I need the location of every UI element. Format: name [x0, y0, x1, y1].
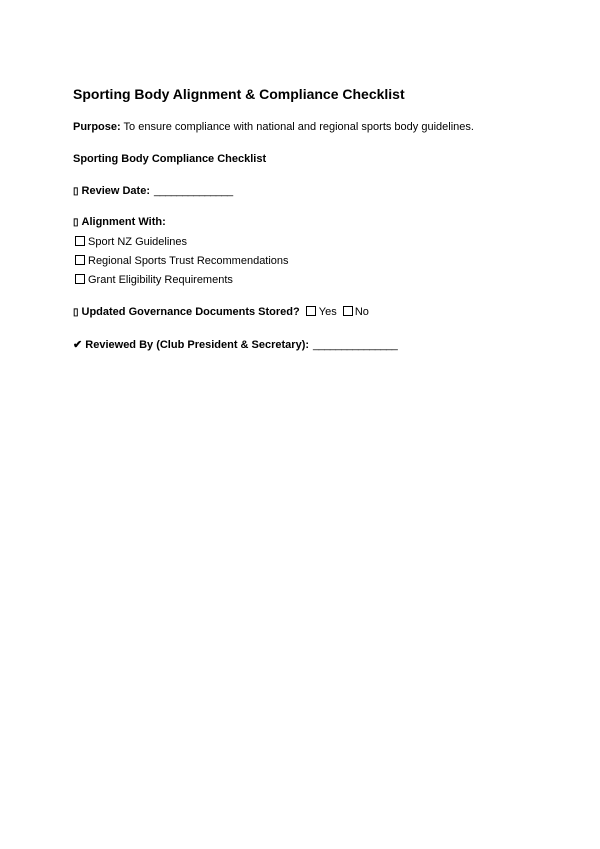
- purpose-text: To ensure compliance with national and regional sports body guidelines.: [120, 121, 474, 133]
- check-icon: ✔: [73, 339, 83, 351]
- alignment-option-grant-eligibility: [75, 274, 233, 287]
- review-date-label: Review Date:: [81, 185, 150, 197]
- document-icon: ▯: [73, 307, 79, 318]
- purpose-label: Purpose:: [73, 121, 121, 133]
- link-icon: ▯: [73, 217, 79, 228]
- document-title: Sporting Body Alignment & Compliance Checklist: [73, 86, 405, 102]
- checkbox-grant-eligibility[interactable]: [75, 274, 85, 284]
- governance-line: [73, 306, 369, 319]
- alignment-label: Alignment With:: [81, 216, 166, 228]
- alignment-option-sport-nz: [75, 236, 187, 249]
- reviewed-by-field[interactable]: _______________: [313, 339, 398, 351]
- alignment-option-regional-trust: [75, 255, 289, 268]
- purpose-line: [73, 121, 474, 134]
- option-label: Grant Eligibility Requirements: [88, 274, 233, 286]
- reviewed-by-label: Reviewed By (Club President & Secretary):: [85, 339, 310, 351]
- checkbox-governance-no[interactable]: [343, 306, 353, 316]
- review-date-field[interactable]: ______________: [154, 185, 233, 197]
- checkbox-regional-trust[interactable]: [75, 255, 85, 265]
- governance-label: Updated Governance Documents Stored?: [81, 306, 300, 318]
- reviewed-by-line: [73, 339, 397, 352]
- review-date-line: [73, 185, 233, 198]
- checkbox-sport-nz[interactable]: [75, 236, 85, 246]
- option-label: Regional Sports Trust Recommendations: [88, 255, 289, 267]
- checklist-heading: Sporting Body Compliance Checklist: [73, 153, 267, 165]
- governance-yes-label: Yes: [318, 306, 337, 318]
- alignment-heading-line: [73, 216, 166, 229]
- calendar-icon: ▯: [73, 186, 79, 197]
- governance-no-label: No: [354, 306, 369, 318]
- option-label: Sport NZ Guidelines: [88, 236, 188, 248]
- checkbox-governance-yes[interactable]: [306, 306, 316, 316]
